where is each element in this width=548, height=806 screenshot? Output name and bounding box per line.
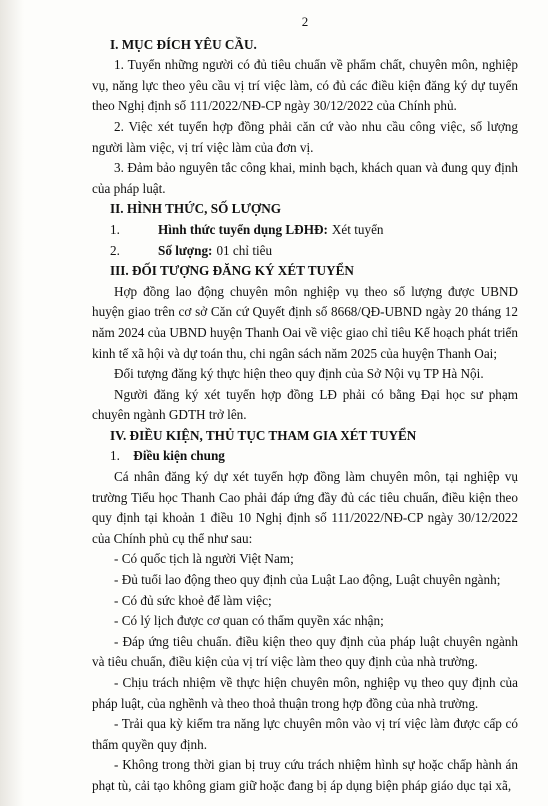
bullet-3: - Có đủ sức khoẻ để làm việc; (114, 592, 272, 608)
bullet-1: - Có quốc tịch là người Việt Nam; (114, 551, 294, 567)
section-2-item-2 (92, 241, 518, 262)
section-3-paragraph-1: Hợp đồng lao động chuyên môn nghiệp vụ theo số lượng được UBND huyện giao trên cơ sở Căn cứ Quyết định số 8668/QĐ-UBND ngày 20 tháng 12 năm 2024 của UBND huyện Thanh Oai về việc giao chỉ tiêu Kế hoạch phát triển kinh tế xã hội và dự toán thu, chi ngân sách năm 2025 của huyện Thanh Oai; (92, 283, 518, 361)
section-3-paragraph-3: Người đăng ký xét tuyển hợp đồng LĐ phải có bằng Đại học sư phạm chuyên ngành GDTH trở lên. (92, 386, 518, 423)
subheading-number: 1. (110, 448, 120, 464)
section-4-subheading-1 (92, 446, 518, 467)
section-1-paragraph-2: 2. Việc xét tuyển hợp đồng phải căn cứ vào nhu cầu công việc, số lượng người làm việc, vị trí việc làm của đơn vị. (92, 118, 518, 155)
section-4-paragraph-1: Cá nhân đăng ký dự xét tuyển hợp đồng làm chuyên môn, tại nghiệp vụ trường Tiểu học Thanh Cao phải đáp ứng đầy đủ các tiêu chuẩn, điều kiện theo quy định tại khoản 1 điều 10 Nghị định số 111/2022/NĐ-CP ngày 30/12/2022 của Chính phủ cụ thể như sau: (92, 469, 518, 546)
section-1-paragraph-1: 1. Tuyển những người có đủ tiêu chuẩn về phẩm chất, chuyên môn, nghiệp vụ, năng lực theo yêu cầu vị trí việc làm, có đủ các điều kiện đăng ký dự tuyển theo Nghị định số 111/2022/NĐ-CP ngày 30/12/2022 của Chính phủ. (92, 57, 518, 114)
bullet-6: - Chịu trách nhiệm về thực hiện chuyên môn, nghiệp vụ theo quy định của pháp luật, của nghềnh và theo thoả thuận trong hợp đồng của nhà trường. (92, 675, 518, 711)
section-4-heading: IV. ĐIỀU KIỆN, THỦ TỤC THAM GIA XÉT TUYỂN (110, 427, 417, 443)
item-number: 2. (110, 242, 120, 258)
section-1-paragraph-3: 3. Đảm bảo nguyên tắc công khai, minh bạch, khách quan và đung quy định của pháp luật. (92, 160, 518, 196)
section-3-heading: III. ĐỐI TƯỢNG ĐĂNG KÝ XÉT TUYỂN (110, 263, 354, 279)
bullet-8: - Không trong thời gian bị truy cứu trách nhiệm hình sự hoặc chấp hành án phạt tù, cải tạo không giam giữ hoặc đang bị áp dụng biện pháp giáo dục tại xã, (92, 757, 518, 793)
item-label: Hình thức tuyển dụng LĐHĐ: (158, 221, 328, 237)
item-value: 01 chỉ tiêu (216, 242, 273, 258)
item-label: Số lượng: (158, 242, 213, 258)
bullet-2: - Đủ tuổi lao động theo quy định của Luật Lao động, Luật chuyên ngành; (114, 572, 501, 588)
item-value: Xét tuyển (331, 221, 384, 237)
item-number: 1. (110, 221, 120, 237)
bullet-5: - Đáp ứng tiêu chuẩn. điều kiện theo quy định của pháp luật chuyên ngành và tiêu chuẩn, điều kiện của vị trí việc làm theo quy định của nhà trường. (92, 633, 518, 670)
bullet-7: - Trải qua kỳ kiểm tra năng lực chuyên môn vào vị trí việc làm được cấp có thẩm quyền quy định. (92, 716, 518, 752)
bullet-4: - Có lý lịch được cơ quan có thẩm quyền xác nhận; (114, 613, 384, 629)
section-2-heading: II. HÌNH THỨC, SỐ LƯỢNG (110, 201, 281, 217)
section-2-item-1 (92, 220, 518, 241)
subheading-label: Điều kiện chung (133, 448, 225, 464)
scan-edge-shadow (0, 0, 24, 806)
section-3-paragraph-2: Đối tượng đăng ký thực hiện theo quy định của Sở Nội vụ TP Hà Nội. (114, 366, 484, 382)
page-number: 2 (301, 14, 309, 29)
section-1-heading: I. MỤC ĐÍCH YÊU CẦU. (110, 36, 257, 52)
